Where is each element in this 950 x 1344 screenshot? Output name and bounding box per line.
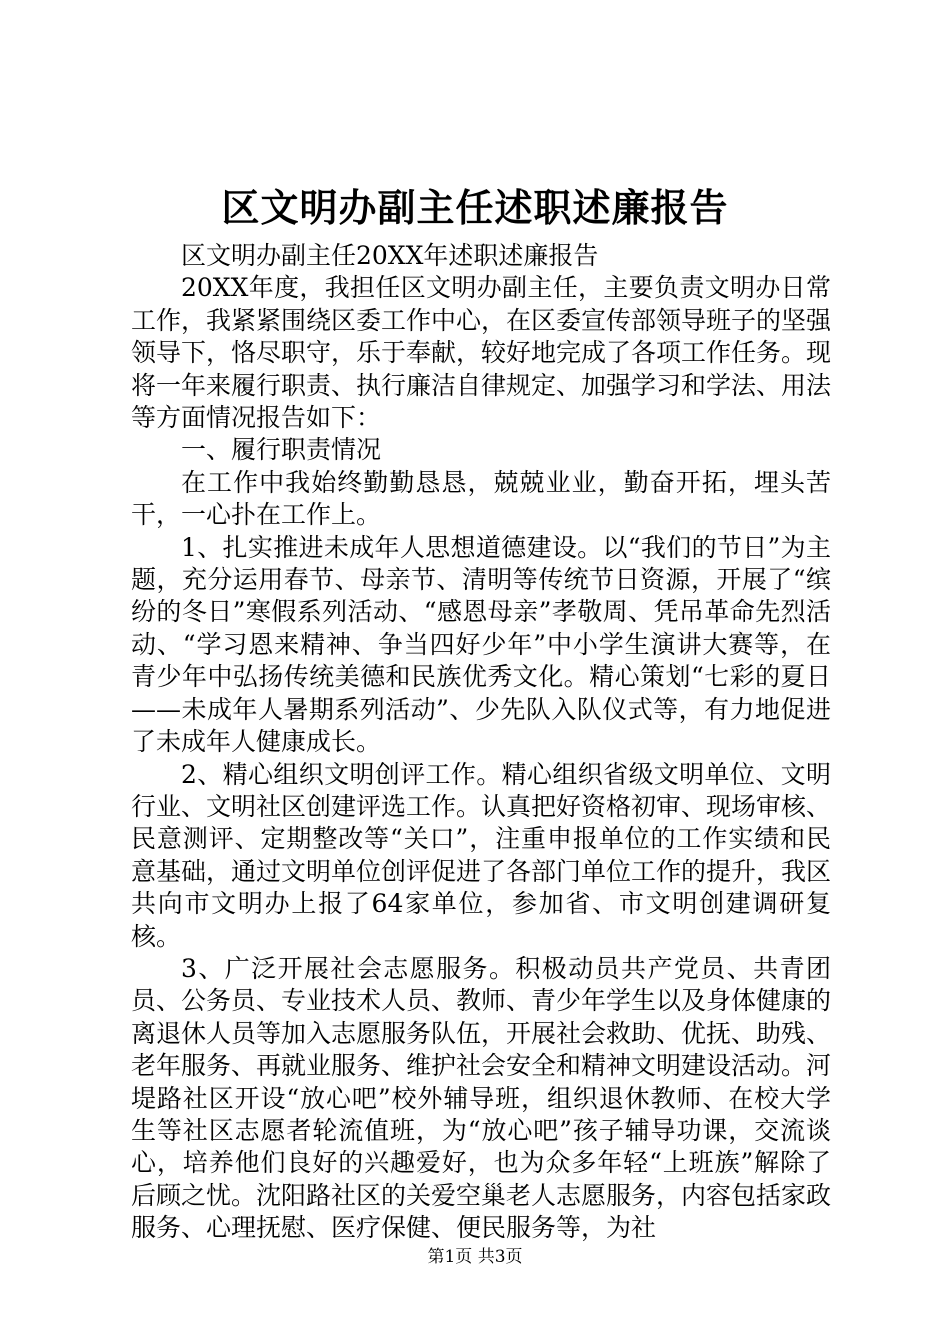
section-heading: 一、履行职责情况 <box>181 435 382 465</box>
document-body <box>131 240 831 1245</box>
paragraph-item-3: 3、广泛开展社会志愿服务。积极动员共产党员、共青团员、公务员、专业技术人员、教师、青少年学生以及身体健康的离退休人员等加入志愿服务队伍，开展社会救助、优抚、助残、老年服务、再就业服务、维护社会安全和精神文明建设活动。河堤路社区开设“放心吧”校外辅导班，组织退休教师、在校大学生等社区志愿者轮流值班，为“放心吧”孩子辅导功课，交流谈心，培养他们良好的兴趣爱好，也为众多年轻“上班族”解除了后顾之忧。沈阳路社区的关爱空巢老人志愿服务，内容包括家政服务、心理抚慰、医疗保健、便民服务等，为社 <box>131 953 832 1243</box>
page-number-footer: 第1页 共3页 <box>427 1247 523 1267</box>
paragraph-item-1: 1、扎实推进未成年人思想道德建设。以“我们的节日”为主题，充分运用春节、母亲节、清明等传统节日资源，开展了“缤纷的冬日”寒假系列活动、“感恩母亲”孝敬周、凭吊革命先烈活动、“学习恩来精神、争当四好少年”中小学生演讲大赛等，在青少年中弘扬传统美德和民族优秀文化。精心策划“七彩的夏日——未成年人暑期系列活动”、少先队入队仪式等，有力地促进了未成年人健康成长。 <box>131 532 831 757</box>
paragraph-subtitle: 区文明办副主任20XX年述职述廉报告 <box>181 241 599 270</box>
paragraph-intro: 20XX年度，我担任区文明办副主任，主要负责文明办日常工作，我紧紧围绕区委工作中心，在区委宣传部领导班子的坚强领导下，恪尽职守，乐于奉献，较好地完成了各项工作任务。现将一年来履行职责、执行廉洁自律规定、加强学习和学法、用法等方面情况报告如下： <box>131 273 832 433</box>
paragraph-item-2: 2、精心组织文明创评工作。精心组织省级文明单位、文明行业、文明社区创建评选工作。认真把好资格初审、现场审核、民意测评、定期整改等“关口”，注重申报单位的工作实绩和民意基础，通过文明单位创评促进了各部门单位工作的提升，我区共向市文明办上报了64家单位，参加省、市文明创建调研复核。 <box>131 759 832 951</box>
document-title: 区文明办副主任述职述廉报告 <box>221 185 729 230</box>
paragraph-overview: 在工作中我始终勤勤恳恳，兢兢业业，勤奋开拓，埋头苦干，一心扑在工作上。 <box>131 467 831 530</box>
